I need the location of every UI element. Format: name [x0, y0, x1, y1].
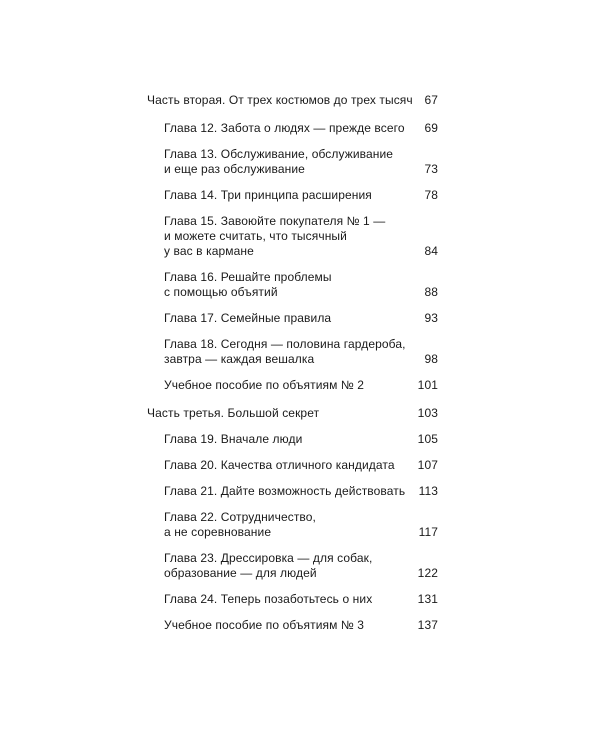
toc-chapter-entry	[147, 378, 438, 393]
toc-entry-title-line: Учебное пособие по объятиям № 2	[164, 378, 365, 392]
toc-entry-title-line: Глава 17. Семейные правила	[164, 311, 332, 325]
toc-page-number: 69	[424, 121, 438, 135]
toc-entry-title-line: Глава 21. Дайте возможность действовать	[164, 484, 406, 498]
toc-page-number: 105	[417, 432, 438, 446]
toc-page-number: 93	[424, 311, 438, 325]
toc-entry-title-line: Глава 22. Сотрудничество,	[164, 510, 316, 524]
toc-entry-title	[147, 93, 438, 108]
toc-page-number: 84	[424, 244, 438, 258]
toc-page-number: 122	[417, 566, 438, 580]
toc-entry-title-line: Глава 20. Качества отличного кандидата	[164, 458, 395, 472]
toc-entry-title-line: Глава 16. Решайте проблемы	[164, 270, 332, 284]
toc-entry-title-line: Глава 13. Обслуживание, обслуживание	[164, 147, 394, 161]
toc-entry-title-line: у вас в кармане	[164, 244, 254, 258]
toc-entry-title	[164, 147, 438, 177]
toc-entry-title-line: завтра — каждая вешалка	[164, 352, 315, 366]
toc-page-number: 78	[424, 188, 438, 202]
toc-page-number: 113	[418, 484, 438, 498]
toc-entry-title	[164, 311, 438, 326]
toc-page-number: 98	[424, 352, 438, 366]
toc-chapter-entry	[147, 337, 438, 367]
table-of-contents	[147, 93, 438, 633]
toc-entry-title-line: Глава 12. Забота о людях — прежде всего	[164, 121, 405, 135]
toc-entry-title	[164, 551, 438, 581]
toc-entry-title	[164, 214, 438, 259]
toc-entry-title-line: Глава 15. Завоюйте покупателя № 1 —	[164, 214, 386, 228]
toc-entry-title	[164, 510, 438, 540]
toc-part-entry	[147, 406, 438, 421]
toc-entry-title-line: с помощью объятий	[164, 285, 278, 299]
toc-entry-title-line: Глава 18. Сегодня — половина гардероба,	[164, 337, 406, 351]
toc-page-number: 88	[424, 285, 438, 299]
toc-chapter-entry	[147, 147, 438, 177]
toc-chapter-entry	[147, 432, 438, 447]
toc-page-number: 67	[424, 93, 438, 107]
toc-chapter-entry	[147, 311, 438, 326]
toc-chapter-entry	[147, 510, 438, 540]
toc-page-number: 101	[417, 378, 438, 392]
toc-entry-title	[164, 378, 438, 393]
toc-entry-title	[164, 458, 438, 473]
toc-chapter-entry	[147, 592, 438, 607]
toc-entry-title	[164, 484, 438, 499]
toc-entry-title-line: Глава 23. Дрессировка — для собак,	[164, 551, 373, 565]
toc-entry-title-line: Глава 19. Вначале люди	[164, 432, 303, 446]
toc-chapter-entry	[147, 618, 438, 633]
toc-page-number: 117	[418, 525, 438, 539]
toc-entry-title	[164, 592, 438, 607]
toc-entry-title-line: и еще раз обслуживание	[164, 162, 305, 176]
toc-entry-title	[164, 188, 438, 203]
toc-chapter-entry	[147, 188, 438, 203]
toc-entry-title	[164, 432, 438, 447]
toc-entry-title-line: и можете считать, что тысячный	[164, 229, 347, 243]
toc-entry-title-line: образование — для людей	[164, 566, 317, 580]
toc-page-number: 137	[417, 618, 438, 632]
toc-entry-title	[164, 618, 438, 633]
toc-page-number: 103	[417, 406, 438, 420]
toc-chapter-entry	[147, 458, 438, 473]
toc-entry-title-line: Глава 24. Теперь позаботьтесь о них	[164, 592, 373, 606]
toc-entry-title-line: Глава 14. Три принципа расширения	[164, 188, 372, 202]
toc-page-number: 107	[417, 458, 438, 472]
toc-chapter-entry	[147, 270, 438, 300]
toc-entry-title-line: а не соревнование	[164, 525, 272, 539]
toc-entry-title-line: Часть вторая. От трех костюмов до трех тысяч	[147, 93, 413, 107]
toc-entry-title-line: Часть третья. Большой секрет	[147, 406, 320, 420]
toc-entry-title	[164, 337, 438, 367]
toc-entry-title-line: Учебное пособие по объятиям № 3	[164, 618, 365, 632]
toc-part-entry	[147, 93, 438, 108]
toc-page-number: 73	[424, 162, 438, 176]
toc-chapter-entry	[147, 214, 438, 259]
toc-page-number: 131	[417, 592, 438, 606]
toc-chapter-entry	[147, 551, 438, 581]
toc-entry-title	[164, 121, 438, 136]
toc-entry-title	[164, 270, 438, 300]
toc-chapter-entry	[147, 121, 438, 136]
toc-chapter-entry	[147, 484, 438, 499]
toc-entry-title	[147, 406, 438, 421]
